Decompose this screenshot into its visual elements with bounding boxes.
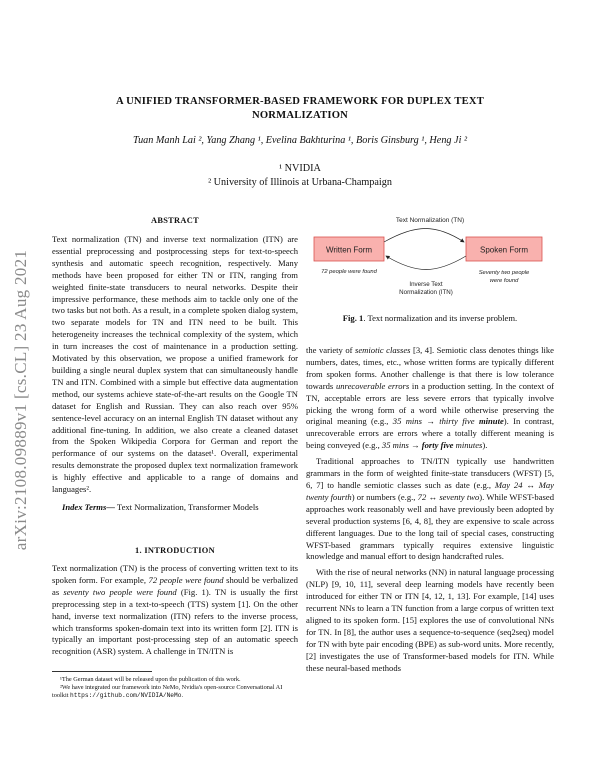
title-line-2: NORMALIZATION	[252, 110, 348, 121]
abstract-heading: ABSTRACT	[150, 216, 199, 225]
arxiv-sidebar	[6, 190, 36, 610]
footnotes	[52, 676, 298, 700]
affiliation-uiuc: ² University of Illinois at Urbana-Champaign	[208, 177, 392, 188]
footnote-2-end: .	[181, 692, 184, 699]
intro-paragraph	[52, 563, 298, 658]
paper-title	[90, 95, 510, 123]
arxiv-identifier: arXiv:2108.09889v1 [cs.CL] 23 Aug 2021	[11, 249, 30, 551]
example-date: May 24 ↔ May twenty fourth	[306, 479, 554, 502]
example-text: minutes	[453, 440, 483, 451]
spoken-form-label: Spoken Form	[479, 245, 529, 255]
written-example: 72 people were found	[321, 269, 377, 275]
figure-caption-text: . Text normalization and its inverse problem.	[363, 313, 518, 323]
itn-label-line-1: Inverse Text	[409, 281, 443, 288]
arrow-text: →	[421, 416, 440, 427]
right-paragraph-3: With the rise of neural networks (NN) in natural language processing (NLP) [9, 10, 11], several deep learning models have recently been introduced for either TN or ITN [4, 12, 1, 13]. For example, [14] uses recurrent NNs to learn a TN function from a large corpus of written text aligned to its spoken form. [15] explores the use of convolutional NNs for TN. In [8], the author uses a sequence-to-sequence (seq2seq) model for TN with byte pair encoding (BPE) as sub-word units. More recently, [2] investigates the use of Transformer-based models for ITN. While these neural-based methods	[306, 567, 554, 673]
example-text: 35 mins	[381, 440, 409, 451]
example-emphasis: forty five	[421, 440, 454, 451]
index-terms	[52, 502, 298, 514]
body-text: ).	[482, 440, 488, 451]
abstract-column	[52, 234, 298, 514]
body-text: ). In contrast, unrecoverable errors are errors where a totally different meaning is being conveyed (e.g.,	[306, 416, 555, 451]
example-number: 72 ↔ seventy two	[417, 491, 480, 502]
footnote-2-text: ²We have integrated our framework into NeMo, Nvidia's open-source Conversational AI toolkit	[52, 684, 283, 699]
term-unrecoverable-errors: unrecoverable errors	[335, 380, 410, 391]
itn-label-line-2: Normalization (ITN)	[399, 289, 453, 296]
index-terms-text: Text Normalization, Transformer Models	[114, 501, 259, 512]
body-text: Traditional approaches to TN/ITN typically use handwritten grammars in the form of weighted finite-state transducers (WFST) [5, 6, 7] to handle semiotic classes such as date (e.g.,	[306, 456, 554, 490]
intro-text: (Fig. 1). TN is usually the first preprocessing step in a text-to-speech (TTS) system [1]. On the other hand, inverse text normalization (ITN) refers to the inverse process, which transforms spoken-domain text into its written form [2]. ITN is typically an important post-processing step of an automatic speech recognition (ASR) system. A challenge in TN/ITN is	[52, 586, 298, 657]
nemo-link[interactable]: https://github.com/NVIDIA/NeMo	[70, 692, 182, 699]
introduction-heading: 1. INTRODUCTION	[135, 546, 215, 555]
intro-example-spoken: seventy two people were found	[63, 586, 177, 597]
term-semiotic-classes: semiotic classes	[355, 345, 411, 355]
itn-arrow	[386, 256, 466, 270]
abstract-body: Text normalization (TN) and inverse text normalization (ITN) are essential preprocessing and postprocessing steps for text-to-speech synthesis and automatic speech recognition, respectively. Many methods have been proposed for either TN or ITN, ranging from weighted finite-state transducers to neural networks. Despite their impressive performance, these methods aim to tackle only one of the two tasks but not both. As a result, in a complete spoken dialog system, two separate models for TN and ITN need to be built. This heterogeneity increases the technical complexity of the system, which in turn increases the cost of maintenance in a production setting. Motivated by this observation, we propose a unified framework for building a single neural duplex system that can simultaneously handle TN and ITN. Combined with a simple but effective data augmentation method, our systems achieve state-of-the-art results on the Google TN dataset for English and Russian. They can also reach over 95% sentence-level accuracy on an internal English TN dataset without any additional fine-tuning. In addition, we also create a cleaned dataset from the Spoken Wikipedia Corpora for German and report the performance of our systems on the dataset¹. Overall, experimental results demonstrate the proposed duplex text normalization framework is highly effective and applicable to a range of domains and languages².	[52, 234, 298, 495]
example-emphasis: minute	[478, 416, 504, 427]
introduction-column	[52, 563, 298, 658]
spoken-example-line-1: Seventy two people	[478, 270, 530, 276]
title-line-1: A UNIFIED TRANSFORMER-BASED FRAMEWORK FOR DUPLEX TEXT	[115, 96, 485, 107]
body-text: in a production setting. In the context of TN, acceptable errors are less severe errors that typically involve picking the wrong form of a word while otherwise preserving the original meaning (e.g.,	[306, 380, 555, 427]
body-text: [3, 4]. Semiotic class denotes things like numbers, dates, times, etc., whose written forms are typically different from spoken forms. Another challenge is that there is low tolerance towards	[306, 345, 554, 391]
body-text: ) or numbers (e.g.,	[351, 491, 418, 502]
intro-text: should be verbalized as	[52, 574, 298, 597]
affiliation-nvidia: ¹ NVIDIA	[279, 163, 321, 174]
right-column	[306, 345, 554, 674]
example-text: thirty five	[439, 416, 479, 427]
figure-caption-label: Fig. 1	[342, 313, 364, 323]
footnote-rule	[52, 671, 152, 672]
footnote-2	[52, 684, 298, 700]
intro-example-written: 72 people were found	[148, 574, 224, 585]
right-paragraph-2	[306, 456, 554, 563]
intro-text: Text normalization (TN) is the process of converting written text to its spoken form. For example,	[52, 563, 298, 585]
index-terms-label: Index Terms—	[62, 501, 115, 512]
author-list: Tuan Manh Lai ², Yang Zhang ¹, Evelina Bakhturina ¹, Boris Ginsburg ¹, Heng Ji ²	[132, 135, 468, 146]
tn-label: Text Normalization (TN)	[395, 217, 465, 224]
footnote-1: ¹The German dataset will be released upon the publication of this work.	[60, 676, 241, 683]
body-text: ). While WFST-based approaches work reasonably well and have previously been adopted by several production systems [6, 4, 8], they are expensive to scale across different languages. Due to the long tail of special cases, constructing WFST-based grammars typically requires extensive linguistic knowledge and manual effort to design handcrafted rules.	[306, 491, 554, 562]
spoken-example-line-2: were found	[489, 278, 519, 284]
figure-1-diagram	[306, 212, 554, 307]
written-form-label: Written Form	[325, 245, 373, 255]
tn-arrow	[384, 229, 464, 243]
body-text: the variety of	[306, 345, 356, 355]
right-paragraph-1	[306, 345, 554, 452]
figure-1-caption	[306, 313, 554, 323]
arrow-text: →	[408, 440, 422, 451]
example-text: 35 mins	[392, 416, 422, 427]
